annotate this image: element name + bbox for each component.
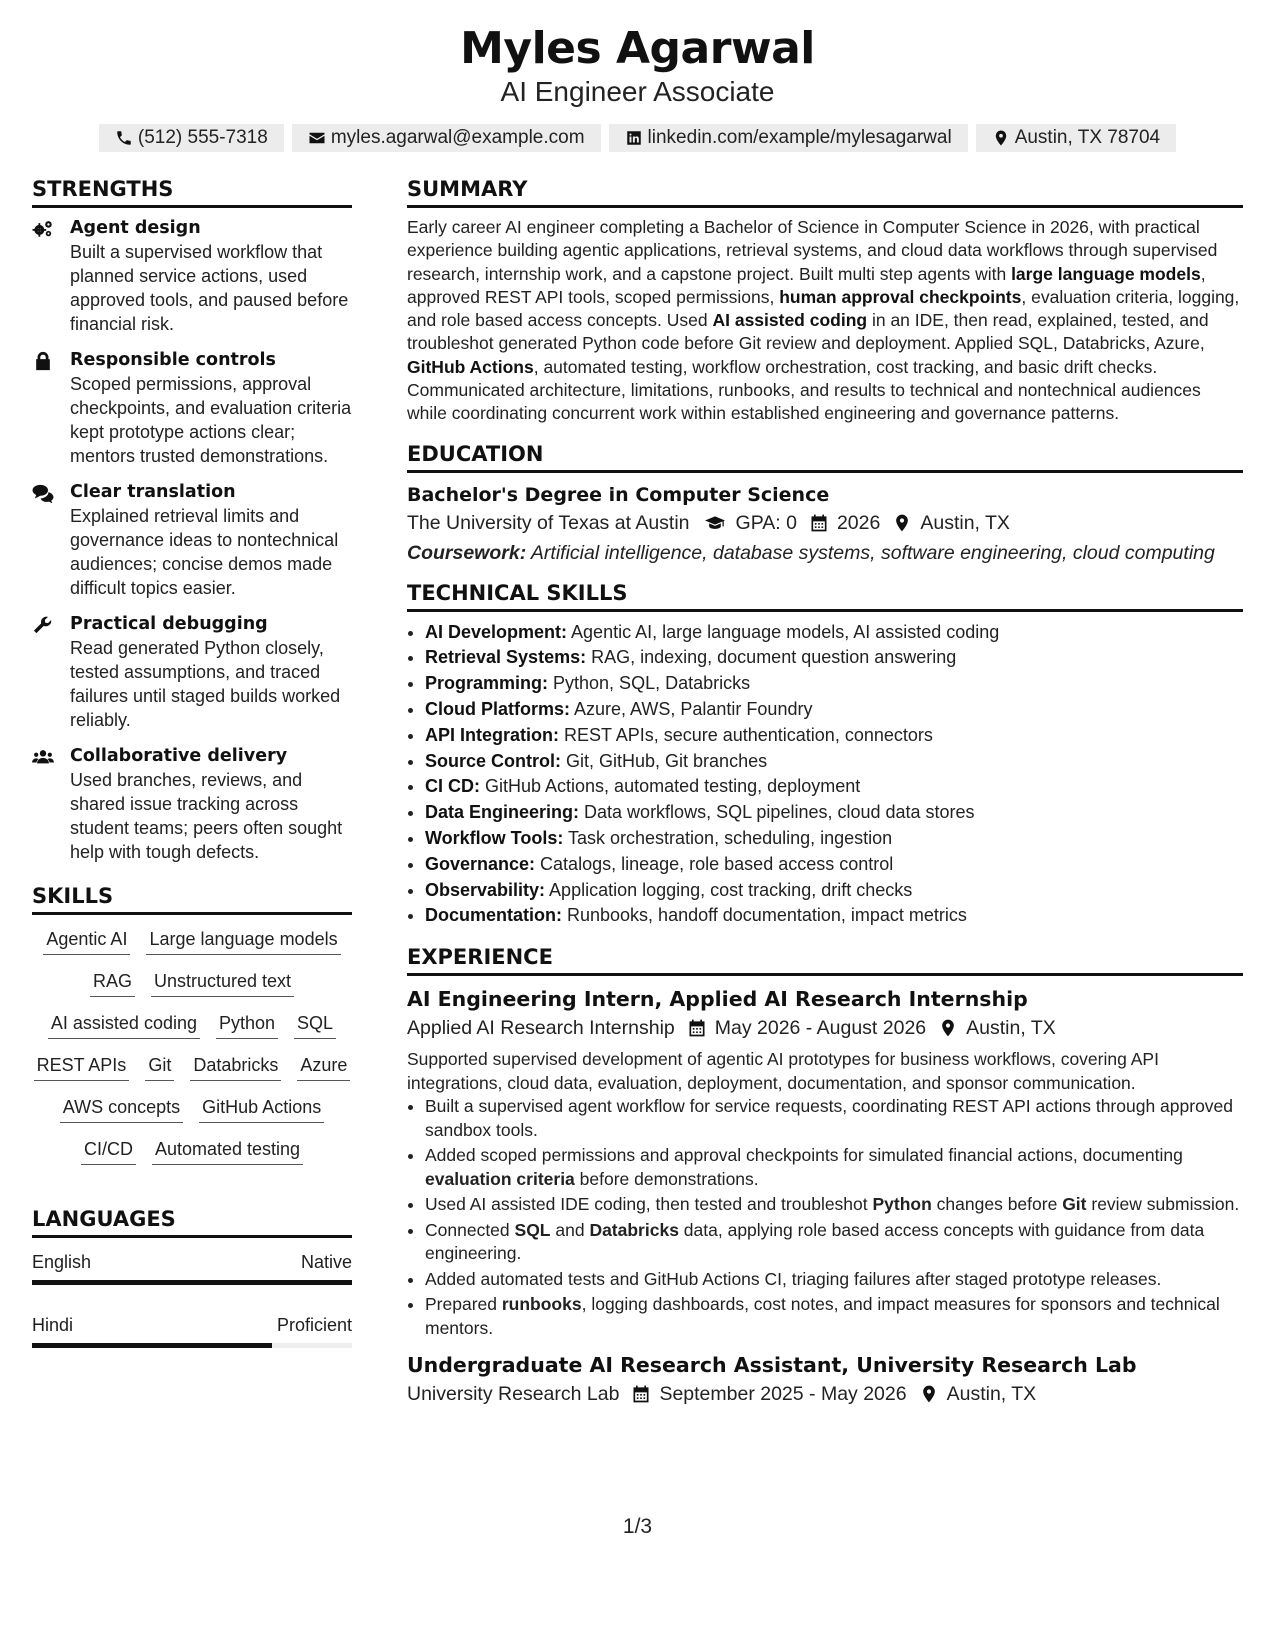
job-bullet <box>425 1293 1243 1340</box>
skills-chips <box>32 923 352 1175</box>
job-meta <box>407 1380 1243 1408</box>
contact-linkedin[interactable] <box>609 124 968 152</box>
lock-icon <box>32 351 54 371</box>
summary-text <box>407 216 1243 426</box>
gpa: GPA: 0 <box>735 511 797 534</box>
strength-item <box>32 216 352 336</box>
tech-skill-label: Documentation: <box>425 905 562 926</box>
graduation-year: 2026 <box>836 511 881 534</box>
experience-heading: EXPERIENCE <box>407 943 1243 976</box>
tech-skill-value: GitHub Actions, automated testing, deployment <box>480 776 861 797</box>
language-name: English <box>32 1252 92 1272</box>
job-location: Austin, TX <box>946 1383 1037 1406</box>
coursework <box>407 541 1243 565</box>
tech-skill-value: Task orchestration, scheduling, ingestion <box>563 828 893 849</box>
right-column <box>407 175 1243 1408</box>
resume-body <box>32 175 1243 1408</box>
tech-skill-label: Programming: <box>425 673 549 694</box>
job-entry <box>407 1350 1243 1408</box>
job-description: Supported supervised development of agentic AI prototypes for business workflows, covering API integrations, cloud data, evaluation, deployment, documentation, and sponsor communication. <box>407 1049 1159 1093</box>
graduation-cap-icon <box>702 513 728 533</box>
strength-title: Clear translation <box>70 482 236 502</box>
calendar-icon <box>687 1018 707 1038</box>
tech-skill-item <box>425 723 1243 749</box>
tech-skill-item <box>425 645 1243 671</box>
strength-desc: Built a supervised workflow that planned service actions, used approved tools, and paused before financial risk. <box>70 242 349 334</box>
strengths-list <box>32 216 352 864</box>
tech-skill-label: CI CD: <box>425 776 480 797</box>
job-bullet <box>425 1095 1243 1142</box>
job-org: Applied AI Research Internship <box>407 1017 675 1040</box>
strength-desc: Scoped permissions, approval checkpoints, and evaluation criteria kept prototype actions clear; mentors trusted demonstrations. <box>70 374 352 466</box>
skill-chip: Python <box>216 1011 278 1039</box>
degree-title: Bachelor's Degree in Computer Science <box>407 483 830 506</box>
left-column <box>32 175 352 1408</box>
tech-skill-value: Catalogs, lineage, role based access control <box>535 853 894 874</box>
tech-skill-value: Azure, AWS, Palantir Foundry <box>570 699 813 720</box>
contact-bar <box>0 124 1275 152</box>
technical-skills-heading: TECHNICAL SKILLS <box>407 579 1243 612</box>
strengths-heading: STRENGTHS <box>32 175 352 208</box>
skills-heading: SKILLS <box>32 882 352 915</box>
strength-desc: Read generated Python closely, tested assumptions, and traced failures until staged builds worked reliably. <box>70 638 341 730</box>
tech-skill-value: Agentic AI, large language models, AI assisted coding <box>567 621 1000 642</box>
text-run: before demonstrations. <box>574 1168 759 1189</box>
strength-item <box>32 612 352 732</box>
calendar-icon <box>631 1384 651 1404</box>
bold-text: Python <box>872 1194 932 1215</box>
language-level-fill <box>32 1280 352 1285</box>
job-dates: May 2026 - August 2026 <box>714 1017 927 1040</box>
contact-email-text: myles.agarwal@example.com <box>330 127 585 148</box>
page-number: 1/3 <box>622 1515 653 1538</box>
job-bullet <box>425 1268 1243 1292</box>
tech-skill-item <box>425 826 1243 852</box>
language-level-bar <box>32 1343 352 1348</box>
strength-item <box>32 744 352 864</box>
tech-skill-label: Cloud Platforms: <box>425 699 571 720</box>
job-dates: September 2025 - May 2026 <box>659 1383 907 1406</box>
phone-icon <box>115 129 133 147</box>
tech-skill-item <box>425 903 1243 929</box>
text-run: Built a supervised agent workflow for service requests, coordinating REST API actions through approved sandbox tools. <box>425 1096 1234 1140</box>
text-run: and <box>550 1219 590 1240</box>
text-run: Prepared <box>425 1294 502 1315</box>
tech-skill-label: Workflow Tools: <box>425 828 564 849</box>
tech-skill-item <box>425 878 1243 904</box>
summary-heading: SUMMARY <box>407 175 1243 208</box>
languages-heading: LANGUAGES <box>32 1205 352 1238</box>
skill-chip: Agentic AI <box>43 927 130 955</box>
skill-chip: Git <box>145 1053 174 1081</box>
text-run: changes before <box>931 1194 1063 1215</box>
job-entry <box>407 984 1243 1340</box>
bold-text: human approval checkpoints <box>779 286 1022 307</box>
strength-desc: Explained retrieval limits and governance ideas to nontechnical audiences; concise demos made difficult topics easier. <box>70 506 339 598</box>
map-pin-icon <box>919 1384 939 1404</box>
bold-text: GitHub Actions <box>407 356 534 377</box>
bold-text: SQL <box>514 1219 551 1240</box>
text-run: , automated testing, workflow orchestration, cost tracking, and basic drift checks. Communicated architecture, limitations, runbooks, and results to technical and nontechnical audiences while coordinating concurrent work within established engineering and governance patterns. <box>407 356 1201 424</box>
gears-icon <box>32 219 54 239</box>
language-level: Native <box>300 1252 352 1272</box>
tech-skill-item <box>425 749 1243 775</box>
job-bullet <box>425 1193 1243 1217</box>
tech-skill-label: AI Development: <box>425 621 568 642</box>
job-location: Austin, TX <box>966 1017 1056 1040</box>
strength-desc: Used branches, reviews, and shared issue tracking across student teams; peers often sought help with tough defects. <box>70 770 343 862</box>
contact-location-text: Austin, TX 78704 <box>1014 127 1161 148</box>
contact-email[interactable] <box>292 124 601 152</box>
text-run: review submission. <box>1086 1194 1240 1215</box>
text-run: , logging dashboards, cost notes, and impact measures for sponsors and technical mentors. <box>425 1294 1220 1338</box>
skill-chip: Azure <box>297 1053 350 1081</box>
tech-skill-value: Git, GitHub, Git branches <box>561 750 768 771</box>
text-run: data, applying role based access concepts with guidance from data engineering. <box>425 1219 1205 1264</box>
text-run: Early career AI engineer completing a Bachelor of Science in Computer Science in 2026, with practical experience building agentic applications, retrieval systems, and cloud data workflows through supervised research, internship work, and a capstone project. Built multi step agents with <box>407 217 1218 284</box>
tech-skill-item <box>425 774 1243 800</box>
text-run: Connected <box>425 1219 515 1240</box>
tech-skill-value: Application logging, cost tracking, drift checks <box>545 879 913 900</box>
skill-chip: REST APIs <box>34 1053 130 1081</box>
tech-skill-label: Observability: <box>425 879 546 900</box>
text-run: in an IDE, then read, explained, tested, and troubleshot generated Python code before Git review and deployment. Applied SQL, Databricks, Azure, <box>407 310 1209 354</box>
strength-title: Agent design <box>70 218 201 238</box>
map-pin-icon <box>938 1018 958 1038</box>
text-run: Used AI assisted IDE coding, then tested and troubleshot <box>425 1194 873 1215</box>
skill-chip: SQL <box>294 1011 336 1039</box>
bold-text: large language models <box>1011 263 1201 284</box>
tech-skill-label: Governance: <box>425 853 536 874</box>
languages-list <box>32 1250 352 1348</box>
contact-phone-text: (512) 555-7318 <box>137 127 268 148</box>
tech-skill-label: Retrieval Systems: <box>425 647 587 668</box>
text-run: , evaluation criteria, logging, and role based access concepts. Used <box>407 286 1240 331</box>
text-run: , approved REST API tools, scoped permissions, <box>407 263 1206 307</box>
skill-chip: Automated testing <box>152 1137 303 1165</box>
strength-item <box>32 480 352 600</box>
job-org: University Research Lab <box>407 1383 620 1406</box>
tech-skill-value: REST APIs, secure authentication, connectors <box>559 724 933 745</box>
envelope-icon <box>308 129 326 147</box>
tech-skill-item <box>425 671 1243 697</box>
education-location: Austin, TX <box>920 511 1010 534</box>
linkedin-icon <box>625 129 643 147</box>
job-bullets <box>407 1095 1243 1340</box>
skill-chip: AWS concepts <box>60 1095 183 1123</box>
language-level-fill <box>32 1343 272 1348</box>
education-meta <box>407 509 1243 537</box>
bold-text: evaluation criteria <box>425 1168 575 1189</box>
strength-title: Responsible controls <box>70 350 276 370</box>
coursework-label: Coursework: <box>407 541 527 564</box>
tech-skill-item <box>425 697 1243 723</box>
language-level: Proficient <box>276 1315 352 1335</box>
language-level-bar <box>32 1280 352 1285</box>
bold-text: runbooks <box>501 1294 582 1315</box>
job-title: AI Engineering Intern, Applied AI Research Internship <box>407 987 1028 1012</box>
technical-skills-list <box>407 620 1243 930</box>
tech-skill-item <box>425 852 1243 878</box>
tech-skill-value: RAG, indexing, document question answering <box>586 647 957 668</box>
tech-skill-label: API Integration: <box>425 724 559 745</box>
tech-skill-value: Data workflows, SQL pipelines, cloud data stores <box>579 802 975 823</box>
contact-linkedin-text: linkedin.com/example/mylesagarwal <box>647 127 952 148</box>
school-name: The University of Texas at Austin <box>407 511 690 534</box>
coursework-text: Artificial intelligence, database systems, software engineering, cloud computing <box>526 541 1215 564</box>
bold-text: AI assisted coding <box>712 310 868 331</box>
strength-title: Practical debugging <box>70 614 268 634</box>
calendar-icon <box>809 513 829 533</box>
tech-skill-item <box>425 620 1243 646</box>
tech-skill-item <box>425 800 1243 826</box>
tech-skill-value: Runbooks, handoff documentation, impact metrics <box>562 905 967 926</box>
text-run: Added automated tests and GitHub Actions CI, triaging failures after staged prototype releases. <box>425 1268 1162 1289</box>
skill-chip: CI/CD <box>81 1137 136 1165</box>
language-name: Hindi <box>32 1315 74 1335</box>
users-icon <box>32 747 54 767</box>
tech-skill-label: Data Engineering: <box>425 802 580 823</box>
bold-text: Git <box>1062 1194 1087 1215</box>
language-item <box>32 1313 352 1337</box>
map-pin-icon <box>992 129 1010 147</box>
skill-chip: GitHub Actions <box>199 1095 324 1123</box>
job-meta <box>407 1014 1243 1042</box>
tech-skill-label: Source Control: <box>425 750 562 771</box>
contact-phone[interactable] <box>99 124 284 152</box>
strength-title: Collaborative delivery <box>70 746 288 766</box>
strength-item <box>32 348 352 468</box>
resume-header <box>0 0 1275 152</box>
comments-icon <box>32 483 54 503</box>
skill-chip: Databricks <box>190 1053 281 1081</box>
job-title: Undergraduate AI Research Assistant, University Research Lab <box>407 1353 1137 1378</box>
candidate-name: Myles Agarwal <box>460 23 815 74</box>
candidate-title: AI Engineer Associate <box>500 76 775 107</box>
bold-text: Databricks <box>589 1219 679 1240</box>
wrench-icon <box>32 615 54 635</box>
tech-skill-value: Python, SQL, Databricks <box>548 673 751 694</box>
job-bullet <box>425 1144 1243 1191</box>
job-bullet <box>425 1219 1243 1266</box>
skill-chip: AI assisted coding <box>48 1011 200 1039</box>
skill-chip: Unstructured text <box>151 969 294 997</box>
contact-location <box>976 124 1176 152</box>
education-heading: EDUCATION <box>407 440 1243 473</box>
skill-chip: RAG <box>90 969 135 997</box>
text-run: Added scoped permissions and approval checkpoints for simulated financial actions, documenting <box>425 1145 1183 1166</box>
language-item <box>32 1250 352 1274</box>
skill-chip: Large language models <box>146 927 340 955</box>
map-pin-icon <box>892 513 912 533</box>
